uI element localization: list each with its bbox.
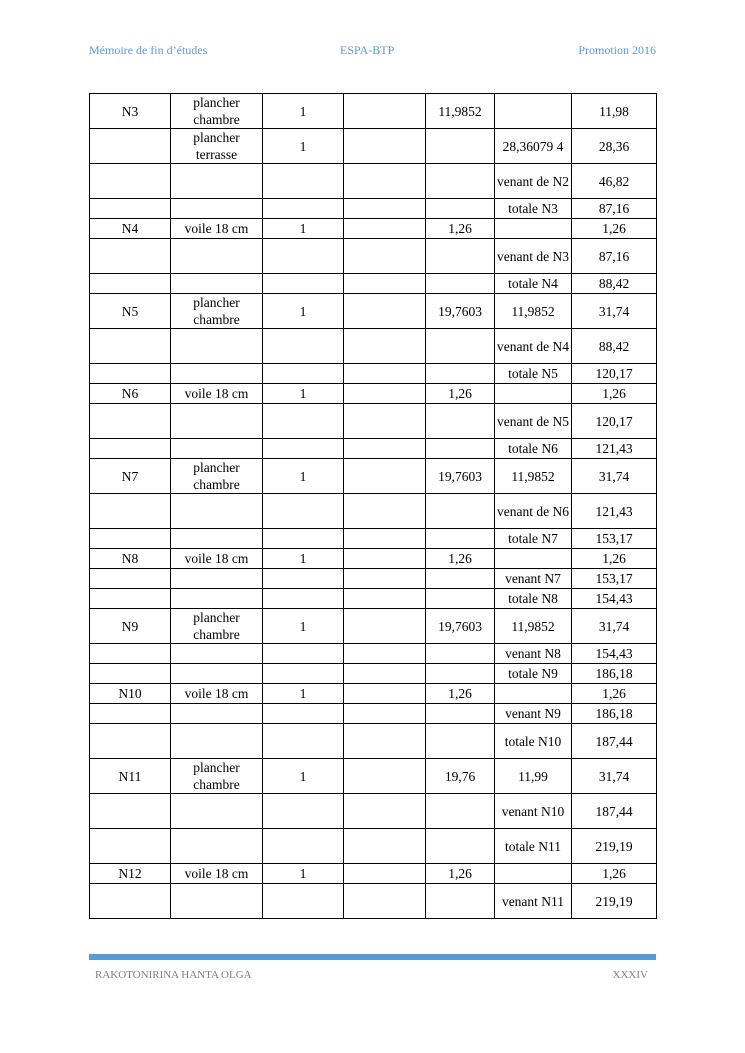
cell-value	[495, 94, 572, 129]
cell-total: 87,16	[572, 199, 657, 219]
table-row	[90, 794, 657, 829]
cell-area: 19,7603	[426, 609, 495, 644]
cell-element: voile 18 cm	[171, 684, 263, 704]
cell-count: 1	[263, 459, 344, 494]
cell-area: 1,26	[426, 549, 495, 569]
cell-total: 120,17	[572, 404, 657, 439]
cell-area: 1,26	[426, 864, 495, 884]
cell-count: 1	[263, 294, 344, 329]
cell-value	[495, 684, 572, 704]
cell-value: totale N4	[495, 274, 572, 294]
table-row	[90, 294, 657, 329]
cell-value: venant N9	[495, 704, 572, 724]
cell-value: venant de N4	[495, 329, 572, 364]
cell-total: 11,98	[572, 94, 657, 129]
header-promotion: Promotion 2016	[578, 43, 656, 57]
cell-element	[171, 794, 263, 829]
cell-count: 1	[263, 219, 344, 239]
cell-level: N3	[90, 94, 171, 129]
cell-total: 88,42	[572, 329, 657, 364]
table-row	[90, 704, 657, 724]
cell-value: 11,9852	[495, 609, 572, 644]
cell-element	[171, 364, 263, 384]
table-row	[90, 724, 657, 759]
cell-element: voile 18 cm	[171, 384, 263, 404]
cell-area: 19,7603	[426, 294, 495, 329]
cell-element: plancher chambre	[171, 459, 263, 494]
cell-count	[263, 239, 344, 274]
cell-level	[90, 439, 171, 459]
cell-total: 153,17	[572, 529, 657, 549]
cell-blank	[344, 404, 426, 439]
cell-level	[90, 589, 171, 609]
cell-value: totale N7	[495, 529, 572, 549]
cell-total: 31,74	[572, 609, 657, 644]
table-row	[90, 239, 657, 274]
cell-blank	[344, 664, 426, 684]
cell-value: totale N8	[495, 589, 572, 609]
cell-element	[171, 829, 263, 864]
cell-blank	[344, 94, 426, 129]
table-row	[90, 404, 657, 439]
cell-element: plancher chambre	[171, 94, 263, 129]
cell-count	[263, 164, 344, 199]
page-header	[89, 43, 656, 59]
cell-count: 1	[263, 864, 344, 884]
cell-count	[263, 704, 344, 724]
cell-count: 1	[263, 549, 344, 569]
cell-level	[90, 364, 171, 384]
header-school: ESPA-BTP	[340, 43, 395, 57]
cell-count: 1	[263, 609, 344, 644]
cell-level	[90, 199, 171, 219]
cell-value: venant N10	[495, 794, 572, 829]
cell-value: totale N6	[495, 439, 572, 459]
cell-total: 186,18	[572, 704, 657, 724]
table-row	[90, 129, 657, 164]
cell-element	[171, 569, 263, 589]
cell-level: N4	[90, 219, 171, 239]
cell-element: voile 18 cm	[171, 549, 263, 569]
cell-area	[426, 239, 495, 274]
cell-value: venant de N5	[495, 404, 572, 439]
cell-level	[90, 724, 171, 759]
cell-total: 1,26	[572, 219, 657, 239]
cell-area: 1,26	[426, 684, 495, 704]
cell-level	[90, 644, 171, 664]
footer-author: RAKOTONIRINA HANTA OLGA	[95, 969, 252, 981]
cell-element	[171, 884, 263, 919]
cell-count	[263, 569, 344, 589]
cell-element	[171, 664, 263, 684]
table-row	[90, 529, 657, 549]
cell-count: 1	[263, 759, 344, 794]
cell-level	[90, 404, 171, 439]
cell-value	[495, 864, 572, 884]
cell-value: venant N11	[495, 884, 572, 919]
cell-area	[426, 164, 495, 199]
cell-area	[426, 644, 495, 664]
cell-area	[426, 794, 495, 829]
cell-count	[263, 439, 344, 459]
cell-area	[426, 329, 495, 364]
cell-level	[90, 794, 171, 829]
cell-element	[171, 199, 263, 219]
table-row	[90, 664, 657, 684]
cell-area: 19,76	[426, 759, 495, 794]
cell-value: venant de N3	[495, 239, 572, 274]
table-row	[90, 759, 657, 794]
cell-value: venant N8	[495, 644, 572, 664]
cell-blank	[344, 864, 426, 884]
cell-total: 121,43	[572, 494, 657, 529]
cell-element	[171, 589, 263, 609]
cell-count: 1	[263, 384, 344, 404]
cell-total: 1,26	[572, 384, 657, 404]
cell-blank	[344, 384, 426, 404]
table-row	[90, 829, 657, 864]
cell-total: 1,26	[572, 549, 657, 569]
cell-area	[426, 724, 495, 759]
cell-value: 11,9852	[495, 294, 572, 329]
cell-element: voile 18 cm	[171, 219, 263, 239]
cell-area	[426, 274, 495, 294]
cell-element	[171, 329, 263, 364]
cell-value	[495, 549, 572, 569]
cell-level: N8	[90, 549, 171, 569]
cell-total: 88,42	[572, 274, 657, 294]
cell-level	[90, 164, 171, 199]
cell-blank	[344, 274, 426, 294]
cell-level	[90, 329, 171, 364]
cell-element	[171, 239, 263, 274]
cell-total: 219,19	[572, 829, 657, 864]
cell-element	[171, 494, 263, 529]
cell-area	[426, 529, 495, 549]
cell-blank	[344, 199, 426, 219]
cell-element	[171, 529, 263, 549]
table-row	[90, 219, 657, 239]
cell-value: totale N11	[495, 829, 572, 864]
cell-value: totale N9	[495, 664, 572, 684]
cell-level	[90, 239, 171, 274]
cell-value: totale N3	[495, 199, 572, 219]
cell-total: 154,43	[572, 644, 657, 664]
table-row	[90, 609, 657, 644]
cell-total: 1,26	[572, 864, 657, 884]
cell-level	[90, 569, 171, 589]
cell-blank	[344, 569, 426, 589]
cell-value: totale N5	[495, 364, 572, 384]
table-row	[90, 94, 657, 129]
cell-blank	[344, 609, 426, 644]
cell-level	[90, 494, 171, 529]
cell-blank	[344, 329, 426, 364]
cell-area	[426, 829, 495, 864]
cell-count	[263, 494, 344, 529]
cell-blank	[344, 129, 426, 164]
table-row	[90, 494, 657, 529]
footer-rule	[89, 954, 656, 960]
cell-blank	[344, 759, 426, 794]
table-row	[90, 884, 657, 919]
cell-count	[263, 829, 344, 864]
cell-value: venant N7	[495, 569, 572, 589]
cell-area	[426, 494, 495, 529]
cell-element	[171, 164, 263, 199]
cell-total: 31,74	[572, 759, 657, 794]
cell-area: 11,9852	[426, 94, 495, 129]
cell-blank	[344, 794, 426, 829]
cell-count	[263, 724, 344, 759]
cell-blank	[344, 704, 426, 724]
cell-area: 1,26	[426, 384, 495, 404]
cell-count	[263, 364, 344, 384]
table-row	[90, 364, 657, 384]
table-row	[90, 164, 657, 199]
cell-value	[495, 219, 572, 239]
cell-count	[263, 589, 344, 609]
cell-level: N6	[90, 384, 171, 404]
cell-level	[90, 274, 171, 294]
cell-blank	[344, 364, 426, 384]
cell-element	[171, 274, 263, 294]
cell-level	[90, 664, 171, 684]
cell-total: 153,17	[572, 569, 657, 589]
cell-area	[426, 884, 495, 919]
cell-element	[171, 404, 263, 439]
cell-total: 186,18	[572, 664, 657, 684]
cell-element: plancher chambre	[171, 609, 263, 644]
cell-level: N5	[90, 294, 171, 329]
cell-value	[495, 384, 572, 404]
cell-count	[263, 884, 344, 919]
table-row	[90, 684, 657, 704]
table-row	[90, 569, 657, 589]
cell-blank	[344, 724, 426, 759]
table-body	[90, 94, 657, 919]
cell-level: N10	[90, 684, 171, 704]
cell-element: plancher chambre	[171, 294, 263, 329]
cell-area	[426, 569, 495, 589]
cell-area	[426, 404, 495, 439]
cell-blank	[344, 829, 426, 864]
cell-element	[171, 724, 263, 759]
cell-total: 87,16	[572, 239, 657, 274]
cell-level	[90, 129, 171, 164]
table-row	[90, 864, 657, 884]
cell-count	[263, 644, 344, 664]
cell-level	[90, 829, 171, 864]
cell-level: N9	[90, 609, 171, 644]
page-number: XXXIV	[612, 969, 648, 981]
cell-total: 120,17	[572, 364, 657, 384]
cell-area	[426, 664, 495, 684]
cell-blank	[344, 239, 426, 274]
cell-count: 1	[263, 684, 344, 704]
cell-value: 28,36079 4	[495, 129, 572, 164]
cell-count	[263, 529, 344, 549]
table-row	[90, 459, 657, 494]
table-row	[90, 589, 657, 609]
cell-element	[171, 644, 263, 664]
cell-total: 121,43	[572, 439, 657, 459]
header-thesis-title: Mémoire de fin d’études	[89, 43, 208, 57]
cell-total: 31,74	[572, 459, 657, 494]
cell-total: 1,26	[572, 684, 657, 704]
cell-blank	[344, 459, 426, 494]
cell-area: 19,7603	[426, 459, 495, 494]
table-row	[90, 644, 657, 664]
table-row	[90, 329, 657, 364]
cell-total: 187,44	[572, 794, 657, 829]
cell-level	[90, 884, 171, 919]
cell-blank	[344, 439, 426, 459]
cell-element	[171, 704, 263, 724]
cell-blank	[344, 644, 426, 664]
cell-total: 219,19	[572, 884, 657, 919]
cell-blank	[344, 294, 426, 329]
cell-value: venant de N2	[495, 164, 572, 199]
cell-area	[426, 704, 495, 724]
cell-blank	[344, 164, 426, 199]
cell-count	[263, 794, 344, 829]
cell-total: 154,43	[572, 589, 657, 609]
cell-area	[426, 129, 495, 164]
cell-value: 11,9852	[495, 459, 572, 494]
cell-area	[426, 364, 495, 384]
table-row	[90, 384, 657, 404]
cell-level: N11	[90, 759, 171, 794]
cell-area: 1,26	[426, 219, 495, 239]
cell-count	[263, 199, 344, 219]
cell-value: venant de N6	[495, 494, 572, 529]
cell-element: plancher chambre	[171, 759, 263, 794]
table-row	[90, 549, 657, 569]
cell-value: totale N10	[495, 724, 572, 759]
cell-area	[426, 589, 495, 609]
cell-count	[263, 274, 344, 294]
cell-total: 28,36	[572, 129, 657, 164]
cell-blank	[344, 219, 426, 239]
cell-blank	[344, 684, 426, 704]
cell-count	[263, 329, 344, 364]
cell-count	[263, 664, 344, 684]
cell-total: 46,82	[572, 164, 657, 199]
cell-blank	[344, 589, 426, 609]
load-descent-table	[89, 93, 657, 919]
cell-element: voile 18 cm	[171, 864, 263, 884]
cell-total: 31,74	[572, 294, 657, 329]
cell-level	[90, 704, 171, 724]
table-row	[90, 199, 657, 219]
page-footer	[95, 969, 648, 983]
cell-area	[426, 199, 495, 219]
cell-level	[90, 529, 171, 549]
cell-element: plancher terrasse	[171, 129, 263, 164]
cell-total: 187,44	[572, 724, 657, 759]
cell-level: N7	[90, 459, 171, 494]
table-row	[90, 274, 657, 294]
table-row	[90, 439, 657, 459]
cell-count	[263, 404, 344, 439]
cell-level: N12	[90, 864, 171, 884]
cell-blank	[344, 884, 426, 919]
cell-count: 1	[263, 129, 344, 164]
cell-count: 1	[263, 94, 344, 129]
cell-blank	[344, 549, 426, 569]
cell-blank	[344, 529, 426, 549]
cell-element	[171, 439, 263, 459]
cell-blank	[344, 494, 426, 529]
cell-area	[426, 439, 495, 459]
cell-value: 11,99	[495, 759, 572, 794]
